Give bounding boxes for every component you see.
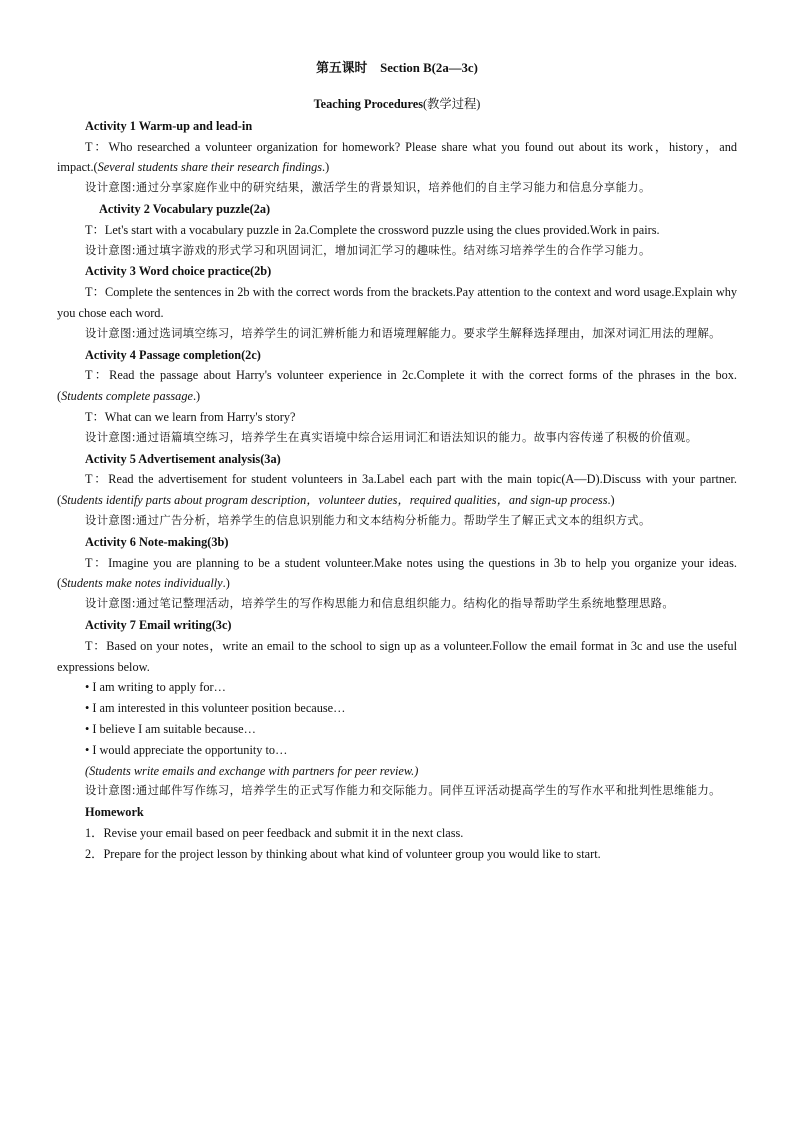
activity-2-heading: Activity 2 Vocabulary puzzle(2a) [99, 201, 271, 216]
homework-item: 1．Revise your email based on peer feedback and submit it in the next class. [85, 825, 464, 840]
design-label: 设计意图: [85, 597, 136, 611]
activity-7-teacher-text: T：Based on your notes，write an email to the school to sign up as a volunteer.Follow the email format in 3c and use the useful expressions below. [57, 638, 737, 674]
design-text: 通过选词填空练习，培养学生的词汇辨析能力和语境理解能力。要求学生解释选择理由，加深对词汇用法的理解。 [136, 326, 721, 340]
activity-5-heading: Activity 5 Advertisement analysis(3a) [85, 451, 281, 466]
design-text: 通过笔记整理活动，培养学生的写作构思能力和信息组织能力。结构化的指导帮助学生系统地整理思路。 [136, 597, 675, 611]
page-subtitle [57, 94, 737, 115]
activity-6-teacher-text [57, 553, 737, 595]
activity-1-design-intent [57, 178, 737, 199]
homework-heading: Homework [85, 805, 144, 820]
activity-7-design-intent [57, 781, 737, 802]
student-action: Students identify parts about program description，volunteer duties，required qualities，and sign-up process [61, 493, 608, 508]
teacher-line-end: .) [607, 493, 615, 508]
activity-5-design-intent [57, 511, 737, 532]
activity-1-teacher-text [57, 137, 737, 179]
activity-2-design-intent [57, 241, 737, 262]
teacher-line: T：Who researched a volunteer organization for homework? Please share what you found out about its work，history，and impact.( [57, 139, 737, 175]
teacher-line-end: .) [192, 389, 201, 404]
student-action: Several students share their research findings [97, 160, 323, 175]
activity-3-design-intent [57, 324, 737, 345]
student-action: Students make notes individually [61, 576, 223, 591]
subtitle-cn: (教学过程) [423, 97, 481, 111]
design-text: 通过填字游戏的形式学习和巩固词汇，增加词汇学习的趣味性。结对练习培养学生的合作学习能力。 [136, 243, 651, 257]
homework-item: 2．Prepare for the project lesson by thinking about what kind of volunteer group you would like to start. [85, 846, 601, 861]
design-text: 通过分享家庭作业中的研究结果，激活学生的背景知识，培养他们的自主学习能力和信息分享能力。 [136, 181, 651, 195]
expression-bullet: • I am writing to apply for… [85, 680, 226, 695]
teacher-line: T：Read the passage about Harry's volunteer experience in 2c.Complete it with the correct forms of the phrases in the box.( [57, 368, 737, 404]
expression-bullet: • I am interested in this volunteer position because… [85, 701, 346, 716]
activity-3-heading: Activity 3 Word choice practice(2b) [85, 264, 272, 279]
activity-4-design-intent [57, 428, 737, 449]
teacher-line-end: .) [222, 576, 230, 591]
activity-6-heading: Activity 6 Note-making(3b) [85, 534, 229, 549]
design-label: 设计意图: [85, 326, 136, 340]
design-label: 设计意图: [85, 181, 136, 195]
design-text: 通过邮件写作练习，培养学生的正式写作能力和交际能力。同伴互评活动提高学生的写作水平和批判性思维能力。 [136, 784, 721, 798]
teacher-line: T：Imagine you are planning to be a student volunteer.Make notes using the questions in 3b to help you organize your ideas.( [57, 555, 737, 591]
design-text: 通过语篇填空练习，培养学生在真实语境中综合运用词汇和语法知识的能力。故事内容传递了积极的价值观。 [136, 430, 698, 444]
activity-1-heading: Activity 1 Warm-up and lead-in [85, 118, 253, 133]
subtitle-en: Teaching Procedures [313, 97, 424, 111]
activity-4-teacher-text [57, 365, 737, 407]
design-label: 设计意图: [85, 243, 136, 257]
lesson-plan-page [57, 56, 737, 864]
expression-bullet: • I would appreciate the opportunity to… [85, 742, 288, 757]
activity-3-teacher-text: T：Complete the sentences in 2b with the correct words from the brackets.Pay attention to the context and word usage.Explain why you chose each word. [57, 285, 737, 320]
activity-2-teacher-text: T：Let's start with a vocabulary puzzle in 2a.Complete the crossword puzzle using the clues provided.Work in pairs. [85, 222, 660, 237]
activity-7-student-action: (Students write emails and exchange with partners for peer review.) [85, 763, 419, 778]
design-text: 通过广告分析，培养学生的信息识别能力和文本结构分析能力。帮助学生了解正式文本的组织方式。 [136, 513, 651, 527]
activity-7-heading: Activity 7 Email writing(3c) [85, 617, 232, 632]
design-label: 设计意图: [85, 784, 136, 798]
activity-6-design-intent [57, 594, 737, 615]
activity-5-teacher-text [57, 469, 737, 511]
activity-4-teacher-question: T：What can we learn from Harry's story? [85, 409, 296, 424]
design-label: 设计意图: [85, 430, 136, 444]
student-action: Students complete passage [61, 389, 193, 404]
page-title: 第五课时 Section B(2a—3c) [316, 61, 478, 75]
teacher-line-end: .) [322, 160, 330, 175]
design-label: 设计意图: [85, 513, 136, 527]
activity-4-heading: Activity 4 Passage completion(2c) [85, 347, 261, 362]
teacher-line: T：Read the advertisement for student volunteers in 3a.Label each part with the main topic(A—D).Discuss with your partner.( [57, 472, 737, 508]
expression-bullet: • I believe I am suitable because… [85, 721, 256, 736]
